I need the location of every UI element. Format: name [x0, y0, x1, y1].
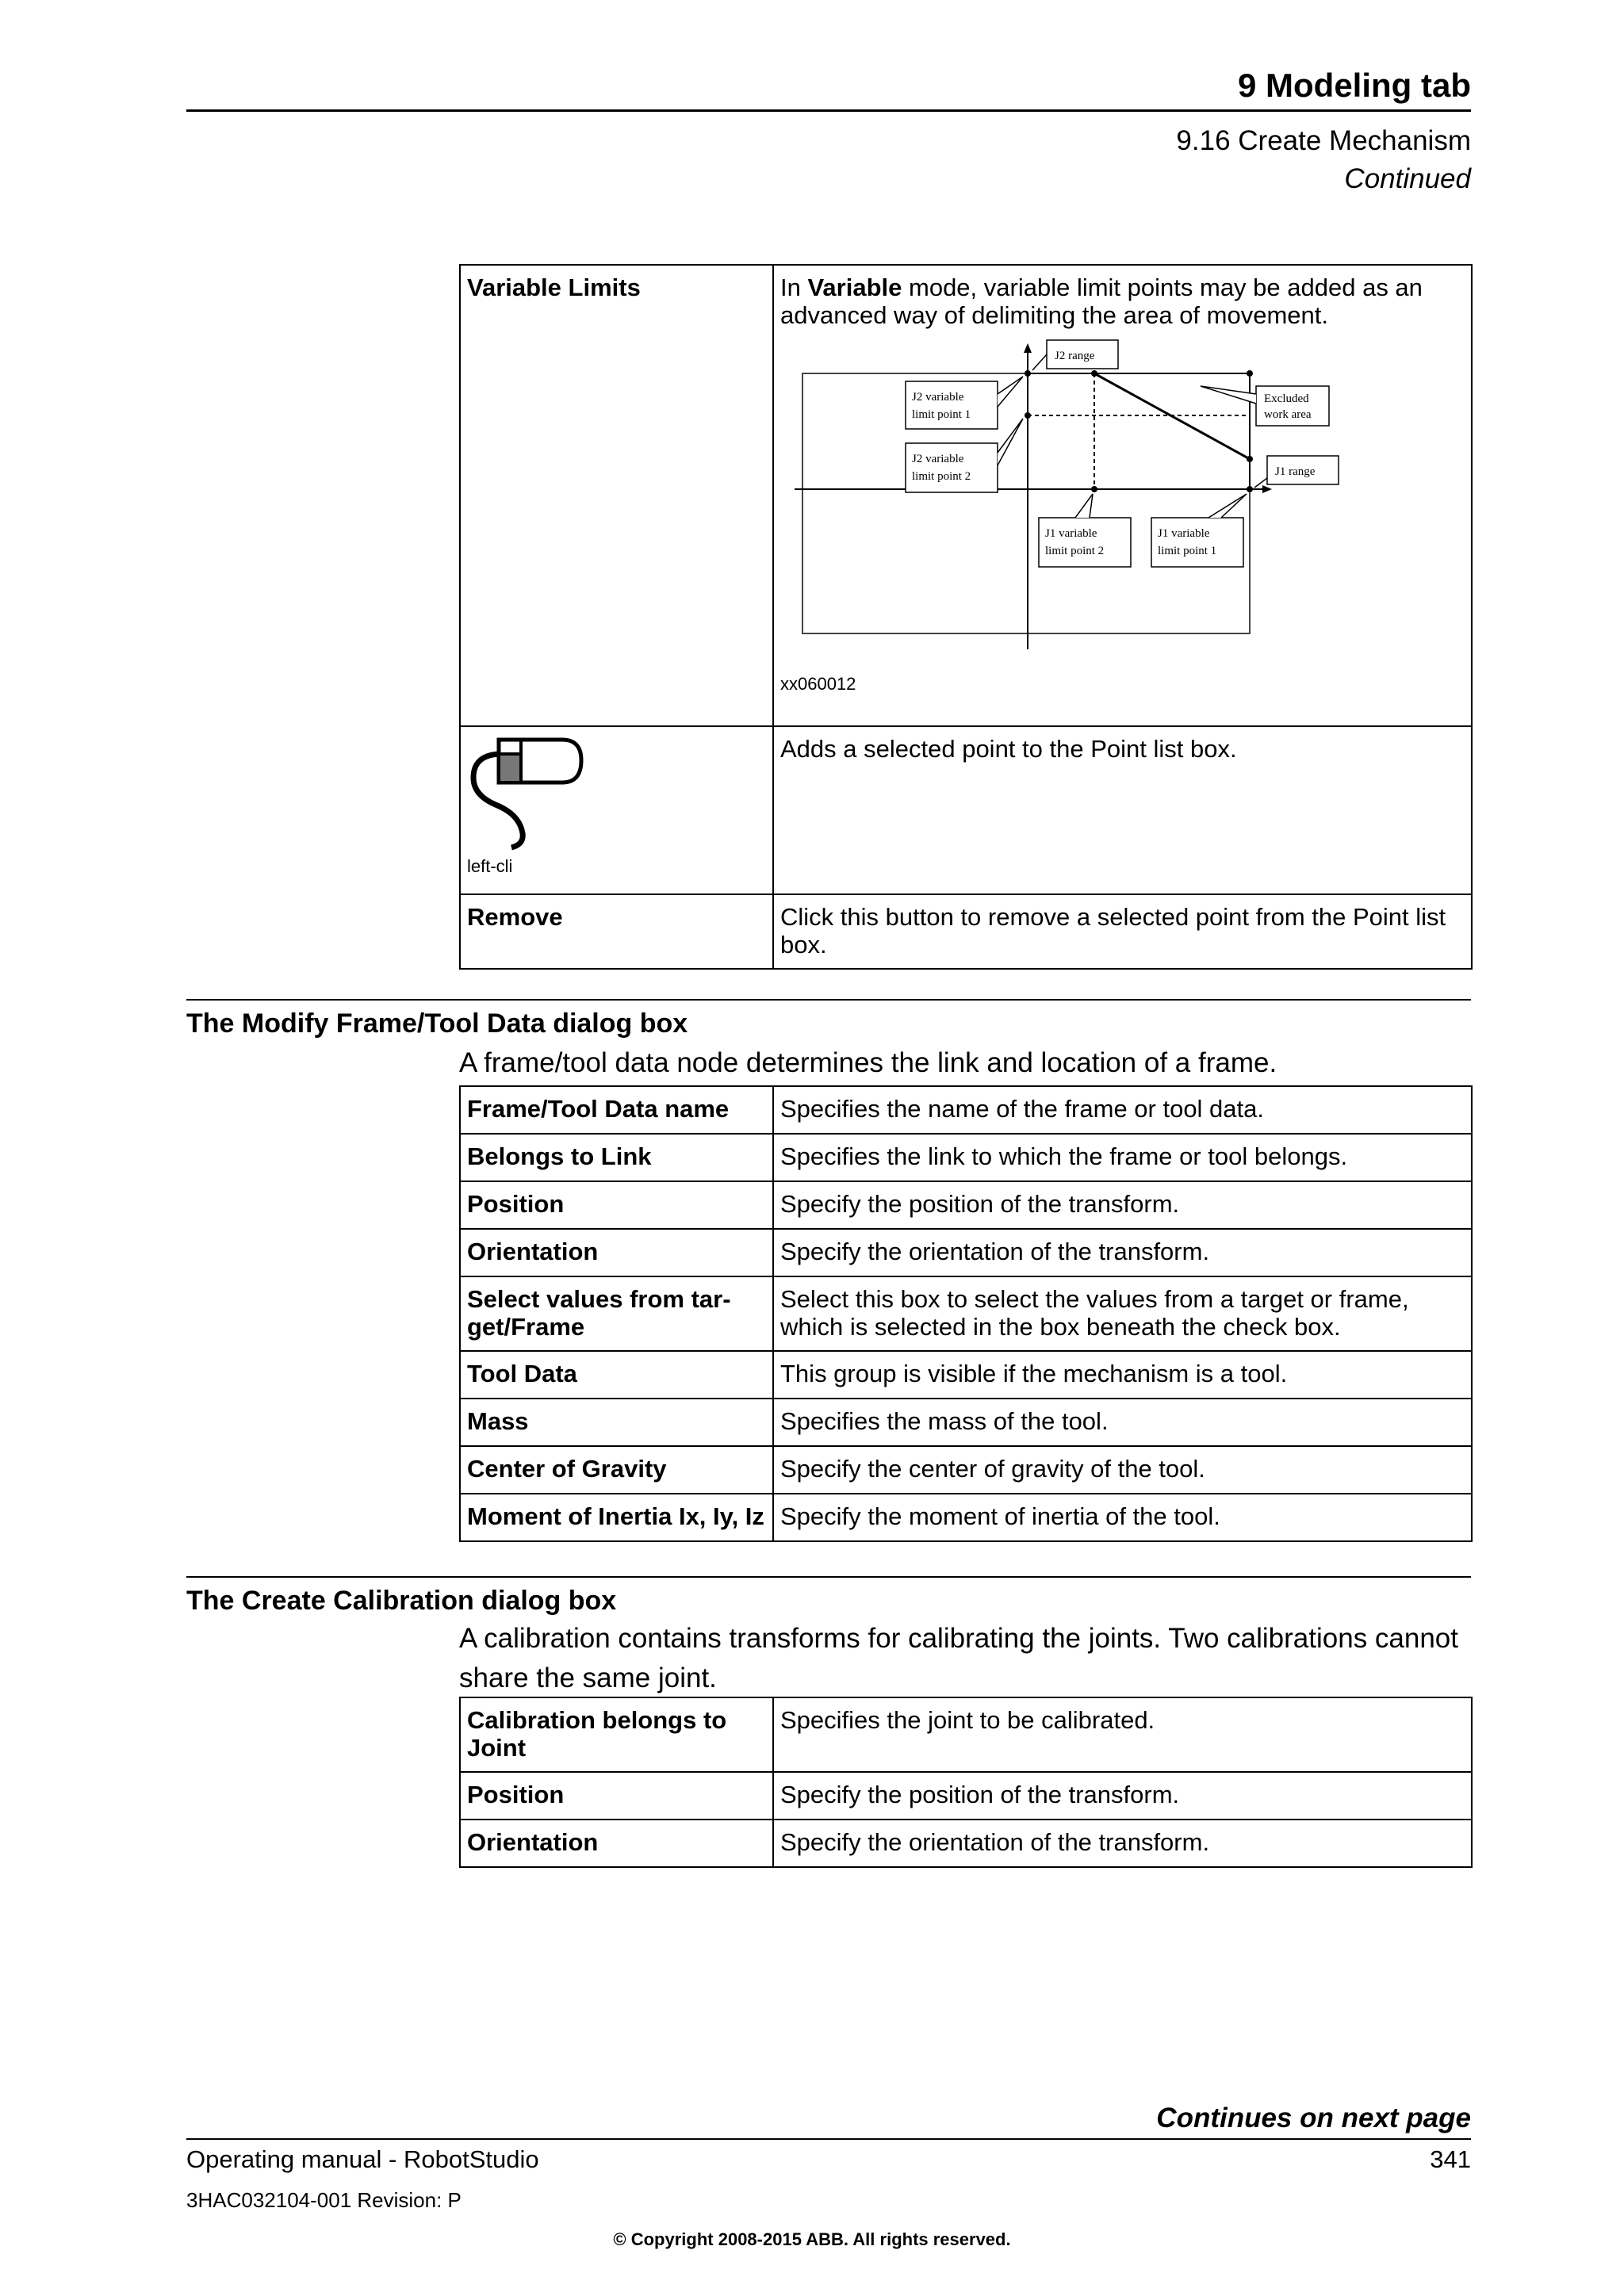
document-code: 3HAC032104-001 Revision: P — [186, 2188, 462, 2212]
desc-text: mode, variable limit points may be added as an advanced way of delimiting the area of movement. — [780, 274, 1423, 329]
section-rule — [186, 999, 1471, 1001]
row-label: Orientation — [460, 1820, 773, 1867]
row-description: Specifies the joint to be calibrated. — [773, 1697, 1472, 1772]
j1-point1-label-2: limit point 1 — [1158, 545, 1217, 557]
row-label: Calibration belongs to Joint — [460, 1697, 773, 1772]
work-area-rect — [802, 373, 1250, 633]
row-label: Moment of Inertia Ix, Iy, Iz — [460, 1494, 773, 1541]
j1-point1-label: J1 variable — [1158, 527, 1210, 540]
modify-frame-table — [459, 1085, 1473, 1542]
create-calibration-heading: The Create Calibration dialog box — [186, 1586, 617, 1616]
j2-point1-label: J2 variable — [912, 391, 964, 404]
row-description: Specifies the mass of the tool. — [773, 1399, 1472, 1446]
row-label: Position — [460, 1772, 773, 1820]
limit-point — [1247, 370, 1253, 377]
row-description: Specify the orientation of the transform. — [773, 1229, 1472, 1276]
figure-caption: xx060012 — [780, 674, 856, 694]
excluded-label: Excluded — [1264, 392, 1309, 405]
header-rule — [186, 109, 1471, 112]
chapter-title: 9 Modeling tab — [1238, 67, 1471, 104]
section-rule — [186, 1576, 1471, 1578]
row-description: Specify the moment of inertia of the tool. — [773, 1494, 1472, 1541]
row-description: Click this button to remove a selected point from the Point list box. — [773, 894, 1472, 969]
row-description — [773, 265, 1472, 726]
row-label: Variable Limits — [460, 265, 773, 726]
row-icon-cell — [460, 726, 773, 894]
table-row — [460, 1134, 1472, 1181]
row-description: Specifies the name of the frame or tool data. — [773, 1086, 1472, 1134]
limit-point — [1091, 370, 1097, 377]
j1-point2-label-2: limit point 2 — [1045, 545, 1105, 557]
row-description: Specify the orientation of the transform. — [773, 1820, 1472, 1867]
row-description: Adds a selected point to the Point list box. — [773, 726, 1472, 894]
table-row — [460, 1181, 1472, 1229]
table-row — [460, 1351, 1472, 1399]
row-description: This group is visible if the mechanism is a tool. — [773, 1351, 1472, 1399]
section-title: 9.16 Create Mechanism — [1176, 125, 1471, 156]
j2-axis-arrow — [1024, 343, 1032, 353]
row-description: Specify the center of gravity of the tool. — [773, 1446, 1472, 1494]
table-row — [460, 894, 1472, 969]
limit-point — [1247, 456, 1253, 462]
copyright: © Copyright 2008-2015 ABB. All rights reserved. — [613, 2229, 1011, 2249]
j2-point2-label: J2 variable — [912, 453, 964, 465]
variable-limits-figure — [780, 339, 1351, 665]
create-calibration-table — [459, 1697, 1473, 1868]
limit-point — [1247, 486, 1253, 492]
row-label: Orientation — [460, 1229, 773, 1276]
icon-caption: left-cli — [467, 856, 513, 876]
row-description: Specify the position of the transform. — [773, 1772, 1472, 1820]
table-row — [460, 1772, 1472, 1820]
manual-title: Operating manual - RobotStudio — [186, 2145, 539, 2173]
variable-limits-desc — [780, 274, 1465, 329]
row-label: Belongs to Link — [460, 1134, 773, 1181]
table-row — [460, 726, 1472, 894]
desc-bold: Variable — [807, 274, 902, 301]
row-label: Position — [460, 1181, 773, 1229]
excluded-label-2: work area — [1264, 408, 1312, 421]
continues-next-page: Continues on next page — [1156, 2103, 1471, 2133]
row-label: Tool Data — [460, 1351, 773, 1399]
limit-point — [1091, 486, 1097, 492]
j2-point1-label-2: limit point 1 — [912, 408, 971, 421]
table-row — [460, 1446, 1472, 1494]
modify-frame-intro: A frame/tool data node determines the link and location of a frame. — [459, 1047, 1277, 1078]
row-label: Remove — [460, 894, 773, 969]
continued-label: Continued — [1344, 163, 1471, 194]
row-label: Frame/Tool Data name — [460, 1086, 773, 1134]
row-label: Center of Gravity — [460, 1446, 773, 1494]
table-row — [460, 1820, 1472, 1867]
j2-range-label: J2 range — [1055, 350, 1095, 362]
table-row — [460, 1086, 1472, 1134]
page-number: 341 — [1430, 2145, 1471, 2173]
table-row — [460, 1697, 1472, 1772]
mouse-left-click-icon — [467, 732, 586, 851]
table-row — [460, 1399, 1472, 1446]
variable-limits-table — [459, 264, 1473, 970]
j1-axis-arrow — [1262, 485, 1272, 493]
table-row — [460, 1276, 1472, 1351]
desc-text: In — [780, 274, 808, 301]
row-description: Specify the position of the transform. — [773, 1181, 1472, 1229]
table-row — [460, 1494, 1472, 1541]
row-description: Specifies the link to which the frame or tool belongs. — [773, 1134, 1472, 1181]
limit-point — [1025, 370, 1031, 377]
modify-frame-heading: The Modify Frame/Tool Data dialog box — [186, 1008, 688, 1039]
table-row — [460, 265, 1472, 726]
row-description: Select this box to select the values from a target or frame, which is selected in the box beneath the check box. — [773, 1276, 1472, 1351]
j1-point2-label: J1 variable — [1045, 527, 1097, 540]
j1-range-label: J1 range — [1275, 465, 1316, 478]
row-label: Mass — [460, 1399, 773, 1446]
limit-point — [1025, 412, 1031, 419]
footer-rule — [186, 2138, 1471, 2140]
create-calibration-intro: A calibration contains transforms for calibrating the joints. Two calibrations cannot share the same joint. — [459, 1623, 1458, 1693]
j2-point2-label-2: limit point 2 — [912, 470, 971, 483]
table-row — [460, 1229, 1472, 1276]
row-label: Select values from tar-get/Frame — [460, 1276, 773, 1351]
